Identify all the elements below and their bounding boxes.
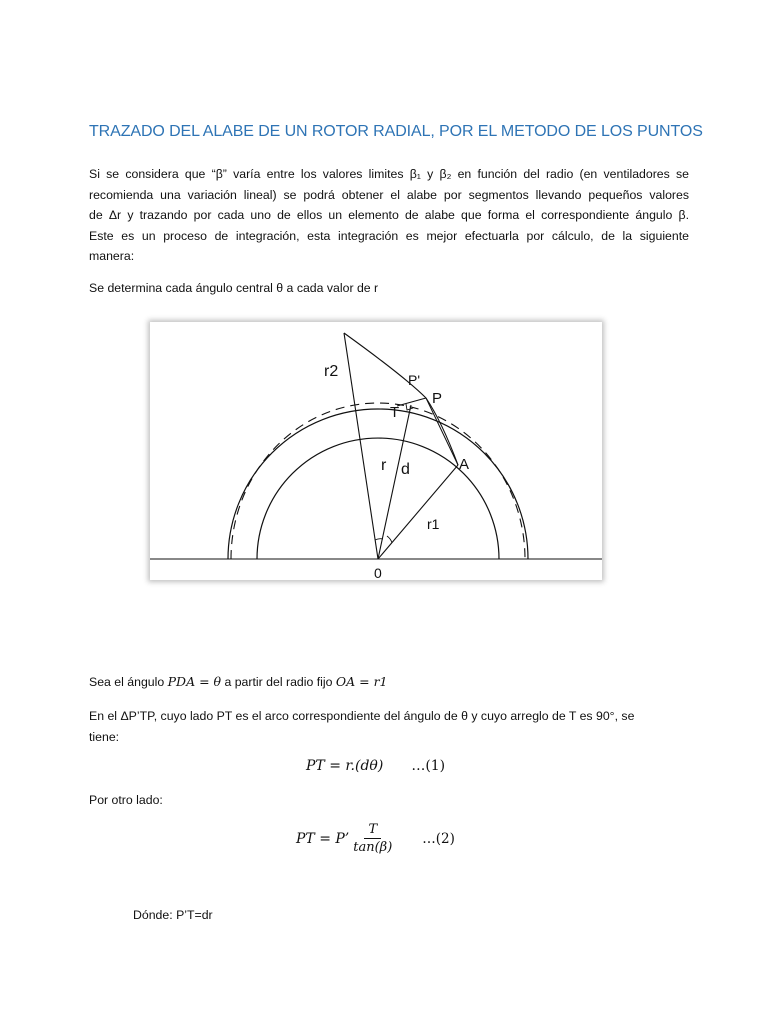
fraction-numerator: T — [364, 822, 381, 839]
intro-line: manera: — [89, 249, 135, 263]
label-p: P — [432, 390, 443, 407]
dashed-arc — [230, 411, 526, 559]
where-paragraph: Dónde: P’T=dr — [133, 908, 213, 922]
central-angle-paragraph: Se determina cada ángulo central θ a cada valor de r — [89, 281, 379, 295]
intro-line: Si se considera que “β” varía entre los valores limites β₁ y β₂ en función del radio (en ventiladores se — [89, 167, 689, 181]
intro-line: recomienda una variación lineal) se podrá obtener el alabe por segmentos llevando pequeños valores — [89, 187, 689, 202]
radius-r1 — [378, 465, 458, 559]
equation-1-number: …(1) — [411, 758, 446, 774]
intro-line: de Δr y trazando por cada uno de ellos un elemento de alabe que forma el correspondiente ángulo β. — [89, 208, 689, 222]
dashed-r — [231, 403, 525, 559]
segment-t-p — [397, 398, 426, 406]
angle-math: PDA = θ — [167, 674, 222, 689]
equation-2-fraction — [353, 822, 392, 855]
equation-2-lhs: PT = P’ — [296, 830, 350, 847]
document-title: TRAZADO DEL ALABE DE UN ROTOR RADIAL, POR EL METODO DE LOS PUNTOS — [89, 123, 703, 140]
triangle-line: tiene: — [89, 729, 120, 744]
dashed-r-circle — [233, 403, 523, 559]
label-p-prime: P' — [408, 372, 421, 388]
segment-p-a — [426, 398, 458, 465]
equation-2 — [296, 822, 455, 855]
outer-arc — [228, 409, 528, 559]
radius-r — [378, 405, 411, 559]
label-r1: r1 — [427, 516, 440, 532]
equation-2-number: …(2) — [422, 830, 455, 847]
mid-arc — [234, 415, 522, 559]
rotor-diagram — [150, 322, 602, 580]
equation-1 — [306, 758, 445, 774]
angle-mark-2 — [387, 536, 392, 543]
rotor-figure — [150, 322, 602, 580]
dashed-circle-arc — [230, 411, 526, 559]
label-a: A — [459, 456, 470, 473]
angle-prefix: Sea el ángulo — [89, 675, 168, 689]
radius-dashed-arc — [231, 412, 525, 559]
intro-paragraph — [89, 164, 689, 267]
label-r2: r2 — [324, 363, 339, 380]
dashed-r-arc — [232, 413, 524, 559]
other-side-paragraph: Por otro lado: — [89, 793, 163, 807]
radius-math: OA = r1 — [335, 674, 388, 689]
angle-definition-paragraph — [89, 672, 689, 693]
fraction-denominator: tan(β) — [353, 840, 393, 855]
angle-middle: a partir del radio fijo — [221, 675, 336, 689]
label-o: 0 — [374, 565, 382, 580]
label-d: d — [401, 461, 410, 478]
middle-dashed-arc — [233, 414, 523, 559]
dashed-arc-visible — [233, 394, 523, 559]
intro-line: Este es un proceso de integración, esta integración es mejor efectuarla por cálculo, de la siguiente — [89, 228, 689, 243]
triangle-line: En el ΔP’TP, cuyo lado PT es el arco correspondiente del ángulo de θ y cuyo arreglo de T es 90°, se — [89, 709, 635, 723]
dashed-radius — [231, 401, 525, 559]
triangle-paragraph — [89, 706, 689, 747]
equation-1-expr: PT = r.(dθ) — [306, 758, 384, 774]
radius-r2 — [344, 333, 378, 559]
dashed-radius-arc — [233, 414, 523, 559]
label-r: r — [381, 457, 387, 474]
label-t: T — [390, 404, 400, 421]
